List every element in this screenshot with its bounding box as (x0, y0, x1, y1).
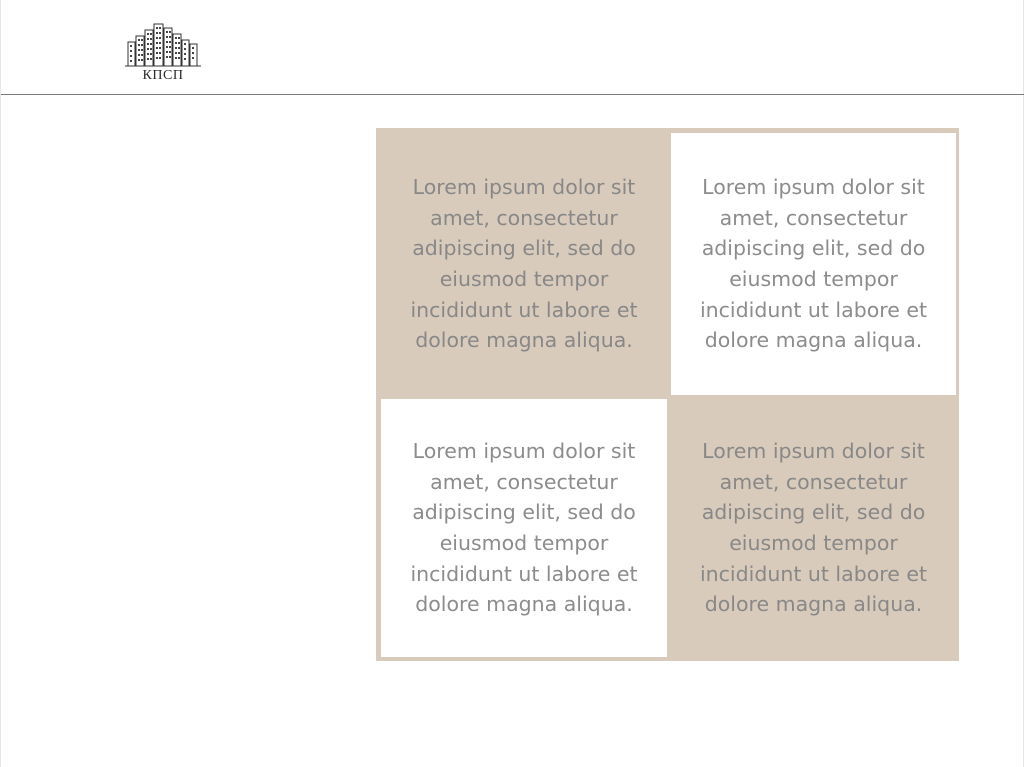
grid-cell-bottom-right: Lorem ipsum dolor sit amet, consectetur adipiscing elit, sed do eiusmod tempor incididunt ut labore et dolore magna aliqua. (671, 399, 956, 657)
header-divider (1, 94, 1024, 95)
logo-text: КПСП (142, 68, 184, 83)
text-grid (376, 128, 959, 661)
grid-cell-bottom-left: Lorem ipsum dolor sit amet, consectetur adipiscing elit, sed do eiusmod tempor incididunt ut labore et dolore magna aliqua. (381, 399, 667, 657)
company-logo (125, 20, 201, 84)
grid-cell-top-left: Lorem ipsum dolor sit amet, consectetur adipiscing elit, sed do eiusmod tempor incididunt ut labore et dolore magna aliqua. (381, 133, 667, 395)
city-buildings-icon (125, 20, 201, 68)
grid-cell-top-right: Lorem ipsum dolor sit amet, consectetur adipiscing elit, sed do eiusmod tempor incididunt ut labore et dolore magna aliqua. (671, 133, 956, 395)
